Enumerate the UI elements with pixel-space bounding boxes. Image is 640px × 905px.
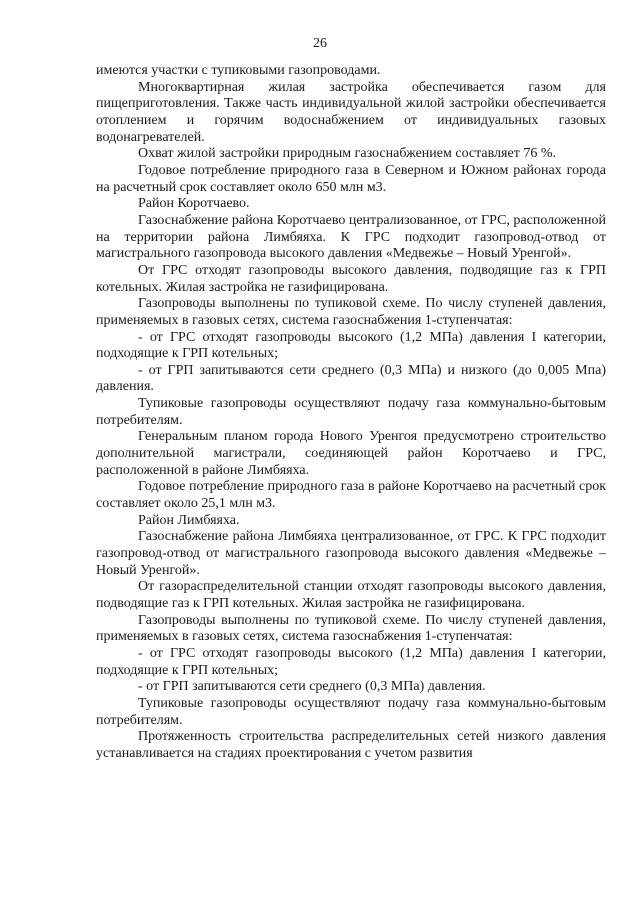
paragraph-korotchaevo-dead-end: Тупиковые газопроводы осуществляют подачу газа коммунально-бытовым потребителям. (96, 396, 606, 428)
paragraph-apartment-buildings: Многоквартирная жилая застройка обеспечивается газом для пищеприготовления. Также часть индивидуальной жилой застройки обеспечивается отоплением и горячим водоснабжением от индивидуальных газовых водонагревателей. (96, 79, 606, 145)
paragraph-limbyayakha-supply: Газоснабжение района Лимбяяха централизованное, от ГРС. К ГРС подходит газопровод-отвод от магистрального газопровода высокого давления «Медвежье – Новый Уренгой». (96, 529, 606, 578)
page-number: 26 (313, 36, 327, 51)
paragraph-coverage: Охват жилой застройки природным газоснабжением составляет 76 %. (138, 146, 556, 162)
paragraph-annual-consumption-city: Годовое потребление природного газа в Северном и Южном районах города на расчетный срок составляет около 650 млн м3. (96, 162, 606, 195)
paragraph-limbyayakha-scheme: Газопроводы выполнены по тупиковой схеме. По числу ступеней давления, применяемых в газовых сетях, система газоснабжения 1-ступенчатая: (96, 612, 606, 645)
paragraph-korotchaevo-supply: Газоснабжение района Коротчаево централизованное, от ГРС, расположенной на территории района Лимбяяха. К ГРС подходит газопровод-отвод от магистрального газопровода высокого давления «Медвежье – Новый Уренгой». (96, 212, 606, 262)
paragraph-korotchaevo-grs: От ГРС отходят газопроводы высокого давления, подводящие газ к ГРП котельных. Жилая застройка не газифицирована. (96, 262, 606, 295)
paragraph-continuation: имеются участки с тупиковыми газопроводами. (96, 63, 381, 78)
list-item-limbyayakha-grp: - от ГРП запитываются сети среднего (0,3 МПа) давления. (138, 679, 486, 695)
paragraph-limbyayakha-station: От газораспределительной станции отходят газопроводы высокого давления, подводящие газ к ГРП котельных. Жилая застройка не газифицирована. (96, 579, 606, 611)
paragraph-general-plan: Генеральным планом города Нового Уренгоя предусмотрено строительство дополнительной магистрали, соединяющей район Коротчаево и ГРС, расположенной в районе Лимбяяха. (96, 429, 606, 478)
heading-korotchaevo: Район Коротчаево. (138, 196, 250, 212)
paragraph-korotchaevo-annual-consumption: Годовое потребление природного газа в районе Коротчаево на расчетный срок составляет около 25,1 млн м3. (96, 479, 606, 512)
list-item-korotchaevo-high-pressure: - от ГРС отходят газопроводы высокого (1,2 МПа) давления I категории, подходящие к ГРП котельных; (96, 329, 606, 362)
paragraph-limbyayakha-dead-end: Тупиковые газопроводы осуществляют подачу газа коммунально-бытовым потребителям. (96, 695, 606, 728)
heading-limbyayakha: Район Лимбяяха. (138, 512, 240, 528)
list-item-korotchaevo-grp: - от ГРП запитываются сети среднего (0,3 МПа) и низкого (до 0,005 Мпа) давления. (96, 362, 606, 395)
text-body (96, 63, 606, 763)
paragraph-korotchaevo-scheme: Газопроводы выполнены по тупиковой схеме. По числу ступеней давления, применяемых в газовых сетях, система газоснабжения 1-ступенчатая: (96, 296, 606, 328)
list-item-limbyayakha-high-pressure: - от ГРС отходят газопроводы высокого (1,2 МПа) давления I категории, подходящие к ГРП котельных; (96, 645, 606, 678)
paragraph-network-length: Протяженность строительства распределительных сетей низкого давления устанавливается на стадиях проектирования с учетом развития (96, 729, 606, 761)
